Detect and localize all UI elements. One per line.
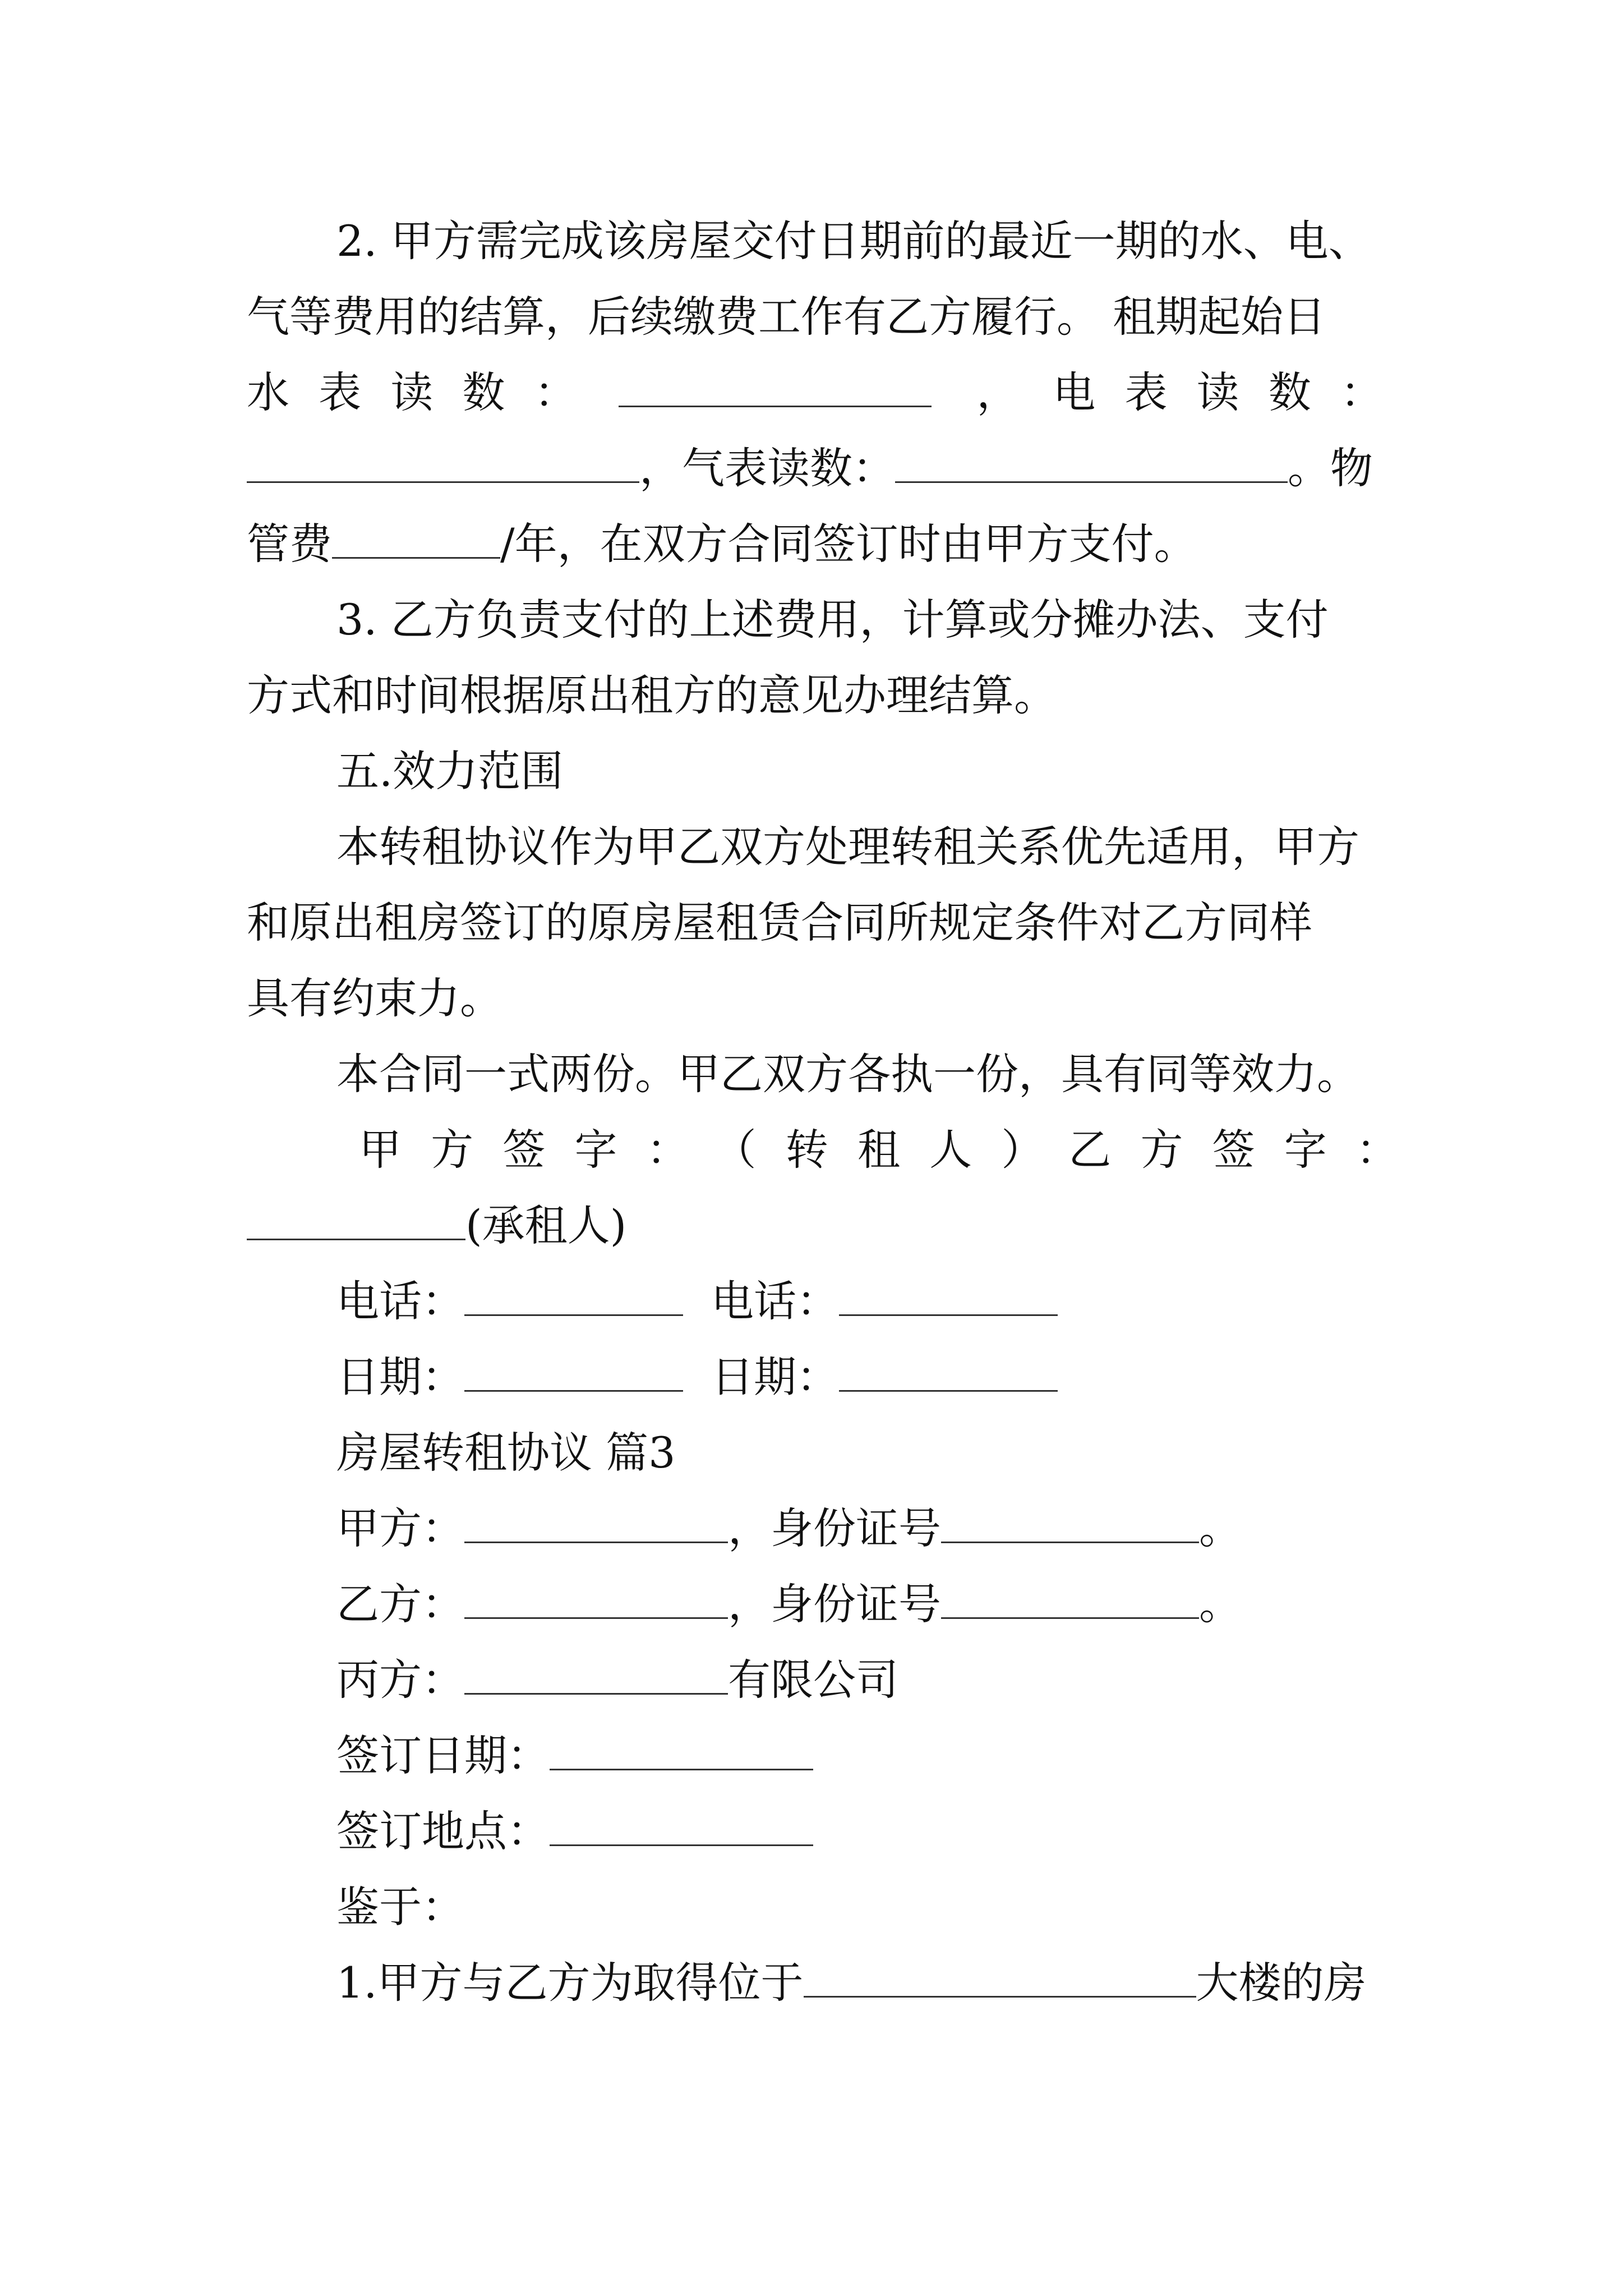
text: 鉴于： <box>336 1882 464 1932</box>
gas-meter-blank <box>895 441 1288 483</box>
party-b-signature-label: 乙 方 签 字 ： <box>1068 1125 1407 1175</box>
party-c-label: 丙方： <box>336 1655 464 1705</box>
date-line <box>336 1349 1481 1405</box>
text: 房屋转租协议 篇3 <box>336 1428 676 1478</box>
date-label-a: 日期： <box>336 1352 464 1402</box>
text: 2. 甲方需完成该房屋交付日期前的最近一期的水、电、 <box>336 216 1371 266</box>
section-5-title <box>336 743 1481 799</box>
party-c-name-blank <box>464 1653 728 1695</box>
signature-line <box>359 1122 1407 1178</box>
text: 。物 <box>1288 443 1373 493</box>
item-1-line <box>336 1955 1481 2011</box>
para-2-line-2 <box>247 289 1391 345</box>
party-b-signature-blank <box>247 1198 465 1240</box>
text: 。 <box>1199 1503 1242 1553</box>
sign-place-blank <box>550 1804 813 1846</box>
agreement-3-title <box>336 1425 1481 1481</box>
gas-meter-label: ，气表读数： <box>639 443 895 493</box>
party-a-signature-label: 甲 方 签 字 ： <box>359 1125 697 1175</box>
text: 1.甲方与乙方为取得位于 <box>336 1958 804 2008</box>
party-b-line <box>336 1576 1481 1632</box>
water-meter-blank <box>619 365 932 407</box>
date-label-b: 日期： <box>711 1352 839 1402</box>
text: /年，在双方合同签订时由甲方支付。 <box>500 519 1197 569</box>
electric-meter-label: 电 表 读 数 ： <box>1053 367 1391 417</box>
property-fee-blank <box>332 517 500 559</box>
phone-blank-b <box>839 1274 1058 1316</box>
phone-label-b: 电话： <box>711 1276 839 1326</box>
electric-meter-blank <box>247 441 639 483</box>
signature-line-2 <box>247 1198 1391 1254</box>
id-label: ，身份证号 <box>728 1579 941 1629</box>
party-a-name-blank <box>464 1501 728 1543</box>
party-a-label: 甲方： <box>336 1503 464 1553</box>
section-5-line-2 <box>247 895 1391 951</box>
comma: ， <box>976 367 1020 417</box>
sign-place-label: 签订地点： <box>336 1806 550 1856</box>
text: 管费 <box>247 519 332 569</box>
copies-line <box>336 1046 1481 1102</box>
party-b-label: 乙方： <box>336 1579 464 1629</box>
party-a-line <box>336 1501 1481 1557</box>
party-a-role: （ 转 租 人 ） <box>713 1125 1052 1175</box>
phone-line <box>336 1273 1481 1329</box>
para-3-line-1 <box>336 592 1481 648</box>
text: 。 <box>1199 1579 1242 1629</box>
text: 本转租协议作为甲乙双方处理转租关系优先适用，甲方 <box>336 822 1359 872</box>
para-3-line-2 <box>247 668 1391 724</box>
building-blank <box>804 1955 1196 1998</box>
phone-blank-a <box>464 1274 683 1316</box>
sign-date-blank <box>550 1728 813 1770</box>
party-b-name-blank <box>464 1577 728 1619</box>
section-5-line-3 <box>247 970 1391 1027</box>
phone-label-a: 电话： <box>336 1276 464 1326</box>
company-label: 有限公司 <box>728 1655 898 1705</box>
party-a-id-blank <box>941 1501 1199 1543</box>
text: 和原出租房签订的原房屋租赁合同所规定条件对乙方同样 <box>247 898 1312 947</box>
property-fee-line <box>247 516 1391 572</box>
date-blank-b <box>839 1350 1058 1392</box>
text: 方式和时间根据原出租方的意见办理结算。 <box>247 670 1057 720</box>
section-5-line-1 <box>336 819 1481 875</box>
whereas-line <box>336 1879 1481 1935</box>
para-2-line-1 <box>336 213 1481 269</box>
meter-reading-line <box>247 365 1391 421</box>
sign-date-label: 签订日期： <box>336 1731 550 1780</box>
text: 本合同一式两份。甲乙双方各执一份，具有同等效力。 <box>336 1049 1359 1099</box>
date-blank-a <box>464 1350 683 1392</box>
sign-place-line <box>336 1803 1481 1860</box>
gas-meter-line <box>247 440 1391 496</box>
sign-date-line <box>336 1728 1481 1784</box>
text: 具有约束力。 <box>247 973 502 1023</box>
text: 大楼的房 <box>1196 1958 1367 2008</box>
text: 3. 乙方负责支付的上述费用，计算或分摊办法、支付 <box>336 595 1329 645</box>
text: 气等费用的结算，后续缴费工作有乙方履行。 租期起始日 <box>247 292 1326 342</box>
party-c-line <box>336 1652 1481 1708</box>
party-b-id-blank <box>941 1577 1199 1619</box>
id-label: ，身份证号 <box>728 1503 941 1553</box>
party-b-role: (承租人) <box>465 1200 627 1250</box>
text: 五.效力范围 <box>336 746 564 796</box>
water-meter-label: 水 表 读 数 ： <box>247 367 585 417</box>
